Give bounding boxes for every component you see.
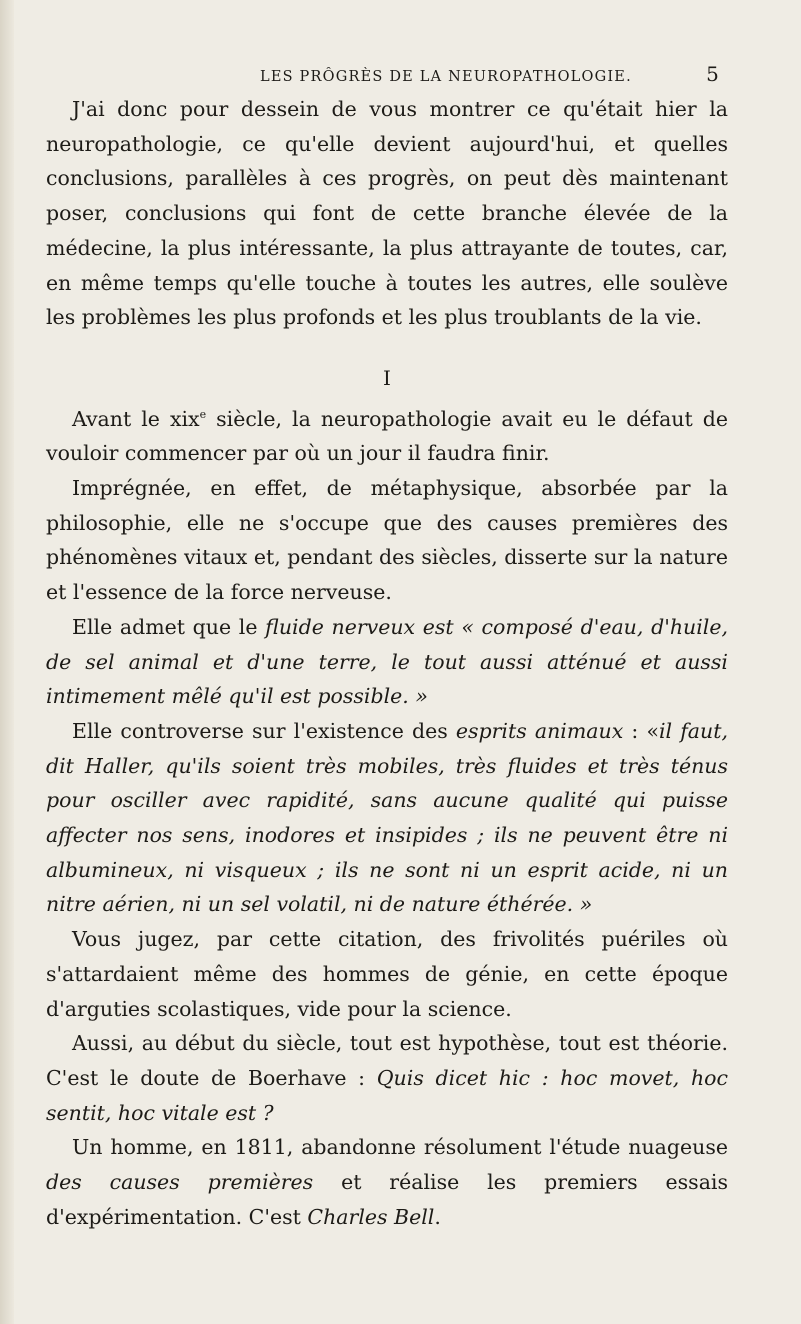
p4-italic-quote: il faut, dit Haller, qu'ils soient très mobiles, très fluides et très ténus pour osciller avec rapidité, sans aucune qualité qui puisse affecter nos sens, inodores et insipides ; ils ne peuvent être ni albumineux, ni visqueux ; ils ne sont ni un esprit acide, ni un nitre aérien, ni un sel volatil, ni de nature éthérée. » bbox=[46, 718, 728, 917]
p3-text-a: Elle admet que le bbox=[72, 614, 266, 639]
intro-paragraph: J'ai donc pour dessein de vous montrer ce qu'était hier la neuropathologie, ce qu'elle devient aujourd'hui, et quelles conclusions, parallèles à ces progrès, on peut dès maintenant poser, conclusions qui font de cette branche élevée de la médecine, la plus intéressante, la plus attrayante de toutes, car, en même temps qu'elle touche à toutes les autres, elle soulève les problèmes les plus profonds et les plus troublants de la vie. bbox=[46, 97, 728, 330]
p3-italic-quote: fluide nerveux est « composé d'eau, d'huile, de sel animal et d'une terre, le tout aussi atténué et aussi intimement mêlé qu'il est possible. » bbox=[46, 614, 728, 709]
running-title: LES PRÔGRÈS DE LA NEUROPATHOLOGIE. bbox=[260, 69, 632, 85]
p6-italic-latin: Quis dicet hic : hoc movet, hoc sentit, hoc vitale est ? bbox=[46, 1065, 728, 1125]
paragraph-3 bbox=[46, 610, 728, 714]
paragraph-5: Vous jugez, par cette citation, des frivolités puériles où s'attardaient même des hommes de génie, en cette époque d'arguties scolastiques, vide pour la science. bbox=[46, 927, 728, 1021]
p7-text-a: Un homme, en 1811, abandonne résolument l'étude nuageuse bbox=[72, 1135, 728, 1160]
p7-text-c: et réalise les premiers essais d'expérimentation. C'est bbox=[46, 1170, 728, 1229]
paragraph-2: Imprégnée, en effet, de métaphysique, absorbée par la philosophie, elle ne s'occupe que des causes premières des phénomènes vitaux et, pendant des siècles, disserte sur la nature et l'essence de la force nerveuse. bbox=[46, 476, 728, 605]
p4-italic-term: esprits animaux bbox=[455, 718, 624, 743]
running-header bbox=[260, 62, 720, 86]
p7-italic-name: Charles Bell bbox=[307, 1204, 435, 1229]
p1-century: xix bbox=[169, 406, 200, 431]
p4-text-a: Elle controverse sur l'existence des bbox=[72, 718, 456, 743]
p6-text-a: Aussi, au début du siècle, tout est hypothèse, tout est théorie. C'est le doute de Boerhave : bbox=[46, 1031, 728, 1090]
paragraph-4 bbox=[46, 714, 728, 922]
paragraph-7 bbox=[46, 1130, 728, 1234]
p1-text-b: siècle, la neuropathologie avait eu le défaut de vouloir commencer par où un jour il faudra finir. bbox=[46, 406, 728, 466]
page-number: 5 bbox=[706, 62, 720, 86]
p7-italic-term: des causes premières bbox=[46, 1170, 314, 1195]
body-text bbox=[46, 92, 728, 1235]
p4-text-c: : « bbox=[623, 718, 659, 743]
paragraph-6 bbox=[46, 1026, 728, 1130]
p1-text-a: Avant le bbox=[72, 406, 170, 431]
paragraph-1 bbox=[46, 402, 728, 471]
p7-text-e: . bbox=[434, 1204, 441, 1229]
section-heading: I bbox=[383, 365, 391, 390]
p1-superscript: e bbox=[199, 407, 207, 421]
